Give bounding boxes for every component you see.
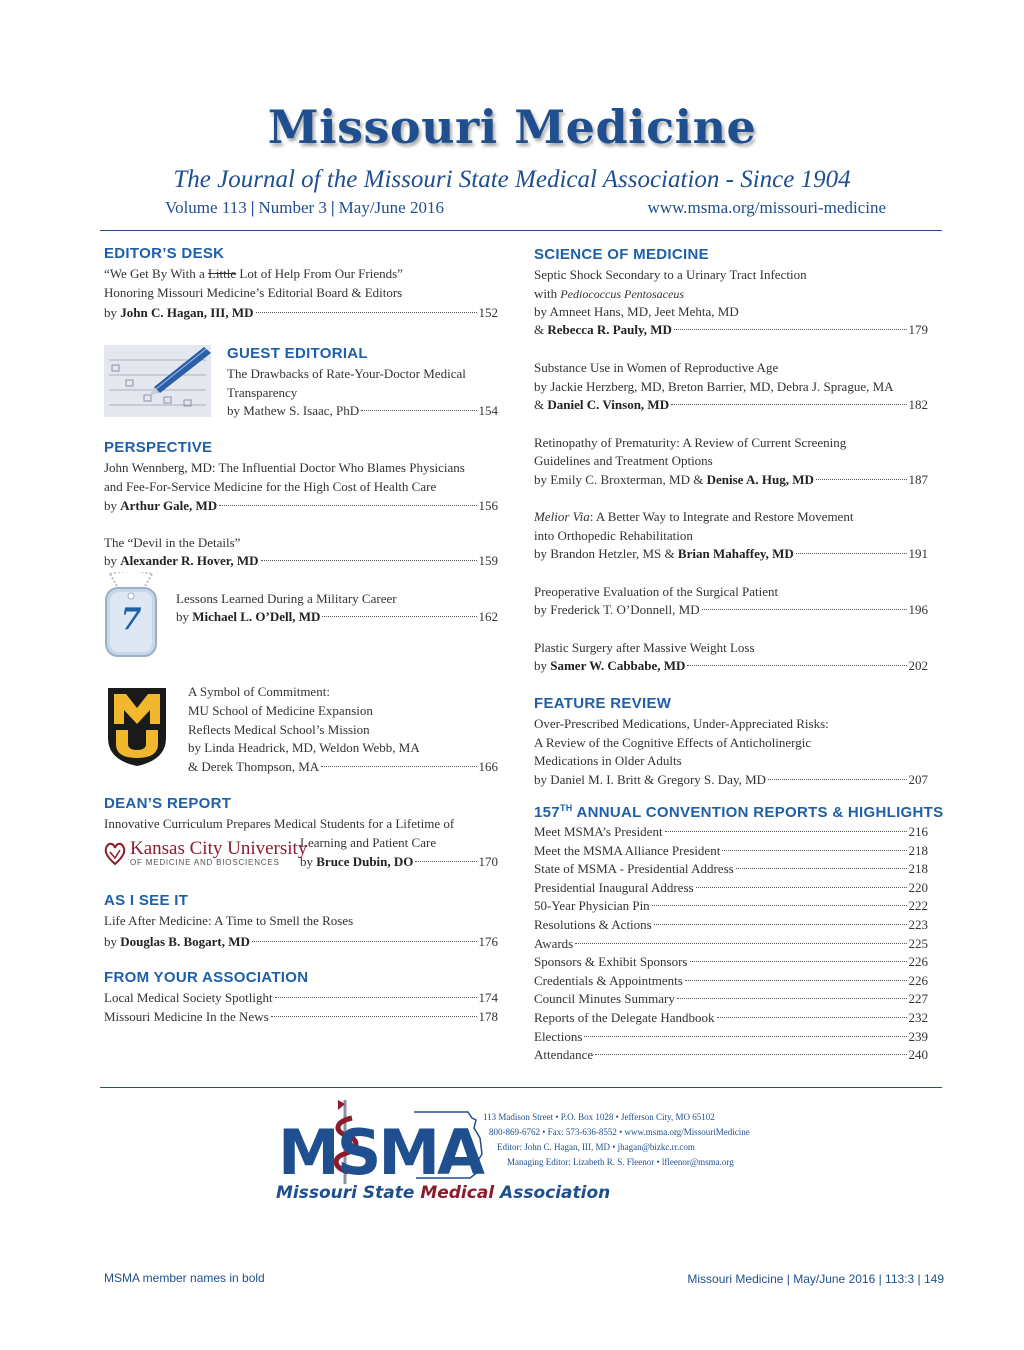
title-part: Lot of Help From Our Friends” bbox=[236, 266, 403, 281]
entry-label: Meet MSMA’s President bbox=[534, 824, 663, 839]
page-number: 220 bbox=[908, 879, 928, 895]
page-number: 202 bbox=[908, 658, 928, 673]
toc-entry[interactable] bbox=[534, 896, 928, 915]
science-a2-line1: Substance Use in Women of Reproductive Age bbox=[534, 360, 779, 375]
entry-label: Council Minutes Summary bbox=[534, 991, 675, 1007]
page-number: 239 bbox=[908, 1028, 928, 1044]
entry-label: Sponsors & Exhibit Sponsors bbox=[534, 954, 688, 970]
footer-note: MSMA member names in bold bbox=[104, 1271, 265, 1285]
page-number: 179 bbox=[908, 322, 928, 337]
page-number: 223 bbox=[908, 916, 928, 932]
byline: by Frederick T. O’Donnell, MD bbox=[534, 602, 700, 617]
entry-label: Resolutions & Actions bbox=[534, 916, 652, 932]
text-part: : A Better Way to Integrate and Restore Movement bbox=[589, 509, 854, 524]
science-a4-line1 bbox=[534, 507, 853, 526]
toc-entry[interactable] bbox=[534, 320, 928, 339]
author-bold: John C. Hagan, III, MD bbox=[120, 305, 254, 320]
author-bold: Samer W. Cabbabe, MD bbox=[550, 658, 686, 673]
page-number: 187 bbox=[908, 472, 928, 487]
as-i-see-it-heading: AS I SEE IT bbox=[104, 892, 189, 909]
toc-entry[interactable] bbox=[534, 952, 928, 971]
toc-entry[interactable] bbox=[534, 470, 928, 489]
toc-entry[interactable] bbox=[227, 401, 498, 420]
mu-logo bbox=[106, 686, 168, 768]
entry-label: Attendance bbox=[534, 1047, 594, 1063]
author-bold: Rebecca R. Pauly, MD bbox=[547, 322, 672, 337]
page-number: 176 bbox=[478, 934, 498, 949]
perspective-a4-line3: Reflects Medical School’s Mission bbox=[188, 722, 370, 737]
toc-entry[interactable] bbox=[534, 859, 928, 878]
perspective-a4-line2: MU School of Medicine Expansion bbox=[188, 703, 373, 718]
editor-line: Editor: John C. Hagan, III, MD • jhagan@bizkc.rr.com bbox=[497, 1142, 695, 1152]
top-divider bbox=[100, 230, 942, 231]
convention-heading bbox=[534, 803, 943, 821]
perspective-a4-line4: by Linda Headrick, MD, Weldon Webb, MA bbox=[188, 740, 420, 755]
science-a1-line3: by Amneet Hans, MD, Jeet Mehta, MD bbox=[534, 304, 739, 319]
page-number: 152 bbox=[478, 305, 498, 320]
deans-report-line2: Learning and Patient Care bbox=[300, 835, 437, 850]
entry-label: Presidential Inaugural Address bbox=[534, 879, 694, 895]
guest-editorial-line2: Transparency bbox=[227, 385, 298, 400]
page-number: 174 bbox=[478, 990, 498, 1005]
by-label: by bbox=[300, 854, 317, 869]
footer-page-info: Missouri Medicine | May/June 2016 | 113:3 | 149 bbox=[687, 1272, 944, 1286]
author-bold: Bruce Dubin, DO bbox=[316, 854, 414, 869]
kcu-heart-icon bbox=[104, 840, 126, 866]
entry-label: Missouri Medicine In the News bbox=[104, 1009, 269, 1024]
author-bold: Daniel C. Vinson, MD bbox=[547, 397, 670, 412]
toc-entry[interactable] bbox=[534, 1045, 928, 1064]
toc-entry[interactable] bbox=[534, 544, 928, 563]
toc-entry[interactable] bbox=[104, 551, 498, 570]
perspective-heading: PERSPECTIVE bbox=[104, 439, 213, 456]
issue-date: May/June 2016 bbox=[338, 198, 444, 217]
toc-entry[interactable] bbox=[534, 989, 928, 1008]
page-number: 196 bbox=[908, 602, 928, 617]
pen-chart-image bbox=[104, 345, 211, 417]
entry-label: 50-Year Physician Pin bbox=[534, 898, 650, 914]
byline: by Daniel M. I. Britt & Gregory S. Day, MD bbox=[534, 772, 767, 787]
perspective-a1-line1: John Wennberg, MD: The Influential Doctor Who Blames Physicians bbox=[104, 460, 465, 475]
page-number: 226 bbox=[908, 954, 928, 970]
editors-desk-title-line2: Honoring Missouri Medicine’s Editorial Board & Editors bbox=[104, 285, 403, 300]
feature-review-line3: Medications in Older Adults bbox=[534, 753, 682, 768]
page-number: 218 bbox=[908, 861, 928, 877]
toc-entry[interactable] bbox=[534, 822, 928, 841]
name-part-medical: Medical bbox=[420, 1183, 495, 1203]
by-label: by bbox=[104, 498, 121, 513]
page-number: 166 bbox=[478, 759, 498, 774]
deans-report-line1: Innovative Curriculum Prepares Medical Students for a Lifetime of bbox=[104, 816, 455, 831]
toc-entry[interactable] bbox=[534, 770, 928, 789]
managing-editor-line: Managing Editor: Lizabeth R. S. Fleenor • lfleenor@msma.org bbox=[507, 1157, 734, 1167]
name-part: Missouri State bbox=[276, 1183, 421, 1203]
toc-entry[interactable] bbox=[534, 971, 928, 990]
page-number: 159 bbox=[478, 553, 498, 568]
guest-editorial-line1: The Drawbacks of Rate-Your-Doctor Medical bbox=[227, 366, 466, 381]
page-number: 222 bbox=[908, 898, 928, 914]
page-number: 240 bbox=[908, 1047, 928, 1063]
author-bold: Michael L. O’Dell, MD bbox=[192, 609, 321, 624]
perspective-a2-line1: The “Devil in the Details” bbox=[104, 535, 241, 550]
kcu-subtitle: OF MEDICINE AND BIOSCIENCES bbox=[130, 858, 280, 867]
toc-entry[interactable] bbox=[534, 915, 928, 934]
entry-label: Meet the MSMA Alliance President bbox=[534, 842, 721, 858]
by-label: by bbox=[104, 305, 121, 320]
by-label: & bbox=[534, 322, 548, 337]
feature-review-line2: A Review of the Cognitive Effects of Anticholinergic bbox=[534, 735, 812, 750]
entry-label: Reports of the Delegate Handbook bbox=[534, 1009, 715, 1025]
bottom-divider bbox=[100, 1087, 942, 1088]
author-bold: Brian Mahaffey, MD bbox=[677, 546, 794, 561]
toc-entry[interactable] bbox=[104, 1007, 498, 1026]
journal-subtitle: The Journal of the Missouri State Medical Association - Since 1904 bbox=[173, 166, 851, 193]
kcu-name: Kansas City University bbox=[130, 838, 308, 859]
feature-review-heading: FEATURE REVIEW bbox=[534, 695, 672, 712]
by-label: by Emily C. Broxterman, MD & bbox=[534, 472, 707, 487]
toc-entry[interactable] bbox=[176, 607, 498, 626]
volume: Volume 113 bbox=[165, 198, 247, 217]
name-part: Association bbox=[494, 1183, 611, 1203]
toc-entry[interactable] bbox=[534, 395, 928, 414]
toc-entry[interactable] bbox=[534, 878, 928, 897]
feature-review-line1: Over-Prescribed Medications, Under-Appreciated Risks: bbox=[534, 716, 829, 731]
toc-entry[interactable] bbox=[534, 1027, 928, 1046]
issue-info: Volume 113 | Number 3 | May/June 2016 bbox=[165, 198, 444, 217]
perspective-a1-line2: and Fee-For-Service Medicine for the High Cost of Health Care bbox=[104, 479, 437, 494]
heading-superscript: TH bbox=[559, 803, 573, 813]
page-number: 226 bbox=[908, 972, 928, 988]
from-your-association-heading: FROM YOUR ASSOCIATION bbox=[104, 969, 309, 986]
byline: by Mathew S. Isaac, PhD bbox=[227, 403, 360, 418]
struck-word: Little bbox=[207, 266, 237, 281]
page-number: 178 bbox=[478, 1009, 498, 1024]
by-label: by bbox=[104, 934, 121, 949]
page-number: 170 bbox=[478, 854, 498, 869]
by-label: by bbox=[104, 553, 121, 568]
entry-label: Elections bbox=[534, 1028, 583, 1044]
science-a4-line2: into Orthopedic Rehabilitation bbox=[534, 528, 693, 543]
page-number: 225 bbox=[908, 935, 928, 951]
science-a3-line2: Guidelines and Treatment Options bbox=[534, 453, 713, 468]
toc-entry[interactable] bbox=[104, 932, 498, 951]
title-part: “We Get By With a bbox=[104, 266, 208, 281]
by-label: by Brandon Hetzler, MS & bbox=[534, 546, 678, 561]
author-bold: Denise A. Hug, MD bbox=[706, 472, 814, 487]
by-label: by bbox=[176, 609, 193, 624]
science-a2-line2: by Jackie Herzberg, MD, Breton Barrier, MD, Debra J. Sprague, MA bbox=[534, 379, 894, 394]
page-number: 156 bbox=[478, 498, 498, 513]
toc-entry[interactable] bbox=[104, 988, 498, 1007]
msma-name bbox=[276, 1183, 610, 1203]
editors-desk-heading: EDITOR’S DESK bbox=[104, 245, 225, 262]
address-line: 113 Madison Street • P.O. Box 1028 • Jefferson City, MO 65102 bbox=[483, 1112, 715, 1122]
perspective-a4-line1: A Symbol of Commitment: bbox=[188, 684, 330, 699]
deans-report-heading: DEAN’S REPORT bbox=[104, 795, 232, 812]
page-number: 191 bbox=[908, 546, 928, 561]
toc-entry[interactable] bbox=[534, 600, 928, 619]
entry-label: Local Medical Society Spotlight bbox=[104, 990, 273, 1005]
science-a1-line1: Septic Shock Secondary to a Urinary Tract Infection bbox=[534, 267, 807, 282]
page-number: 216 bbox=[908, 824, 928, 839]
page-number: 182 bbox=[908, 397, 928, 412]
author-bold: Douglas B. Bogart, MD bbox=[120, 934, 250, 949]
page-number: 227 bbox=[908, 991, 928, 1007]
dog-tag-number: 7 bbox=[120, 602, 142, 637]
heading-part: ANNUAL CONVENTION REPORTS & HIGHLIGHTS bbox=[572, 804, 944, 821]
toc-entry[interactable] bbox=[534, 934, 928, 953]
science-of-medicine-heading: SCIENCE OF MEDICINE bbox=[534, 246, 709, 263]
author-bold: Alexander R. Hover, MD bbox=[120, 553, 259, 568]
science-a1-line2 bbox=[534, 284, 684, 304]
toc-entry[interactable] bbox=[534, 656, 928, 675]
toc-entry[interactable] bbox=[300, 852, 498, 871]
toc-entry[interactable] bbox=[188, 757, 498, 776]
by-label: by bbox=[534, 658, 551, 673]
science-a6-line1: Plastic Surgery after Massive Weight Loss bbox=[534, 640, 755, 655]
toc-entry[interactable] bbox=[534, 841, 928, 860]
byline: & Derek Thompson, MA bbox=[188, 759, 320, 774]
entry-label: State of MSMA - Presidential Address bbox=[534, 861, 734, 877]
guest-editorial-heading: GUEST EDITORIAL bbox=[227, 345, 368, 362]
italic-term: Melior Via bbox=[534, 509, 590, 524]
as-i-see-it-line1: Life After Medicine: A Time to Smell the Roses bbox=[104, 913, 354, 928]
italic-organism: Pediococcus Pentosaceus bbox=[560, 287, 684, 301]
convention-list bbox=[534, 822, 928, 1064]
page-number: 207 bbox=[908, 772, 928, 787]
perspective-a3-line1: Lessons Learned During a Military Career bbox=[176, 591, 397, 606]
website-link[interactable]: www.msma.org/missouri-medicine bbox=[647, 198, 886, 217]
page-number: 232 bbox=[908, 1009, 928, 1025]
issue-number: Number 3 bbox=[258, 198, 327, 217]
entry-label: Awards bbox=[534, 935, 574, 951]
toc-entry[interactable] bbox=[534, 1008, 928, 1027]
science-a3-line1: Retinopathy of Prematurity: A Review of Current Screening bbox=[534, 435, 847, 450]
text-part: with bbox=[534, 286, 561, 301]
toc-entry[interactable] bbox=[104, 496, 498, 515]
by-label: & bbox=[534, 397, 548, 412]
editors-desk-title-line1 bbox=[104, 264, 403, 283]
page-number: 154 bbox=[478, 403, 498, 418]
contact-line: 800-869-6762 • Fax: 573-636-8552 • www.msma.org/MissouriMedicine bbox=[489, 1127, 750, 1137]
journal-title: Missouri Medicine bbox=[267, 100, 757, 154]
science-a5-line1: Preoperative Evaluation of the Surgical Patient bbox=[534, 584, 779, 599]
author-bold: Arthur Gale, MD bbox=[120, 498, 218, 513]
msma-letters: MSMA bbox=[278, 1116, 483, 1189]
toc-entry[interactable] bbox=[104, 303, 498, 322]
page-number: 218 bbox=[908, 842, 928, 858]
page-number: 162 bbox=[478, 609, 498, 624]
heading-part: 157 bbox=[534, 804, 560, 821]
entry-label: Credentials & Appointments bbox=[534, 972, 683, 988]
